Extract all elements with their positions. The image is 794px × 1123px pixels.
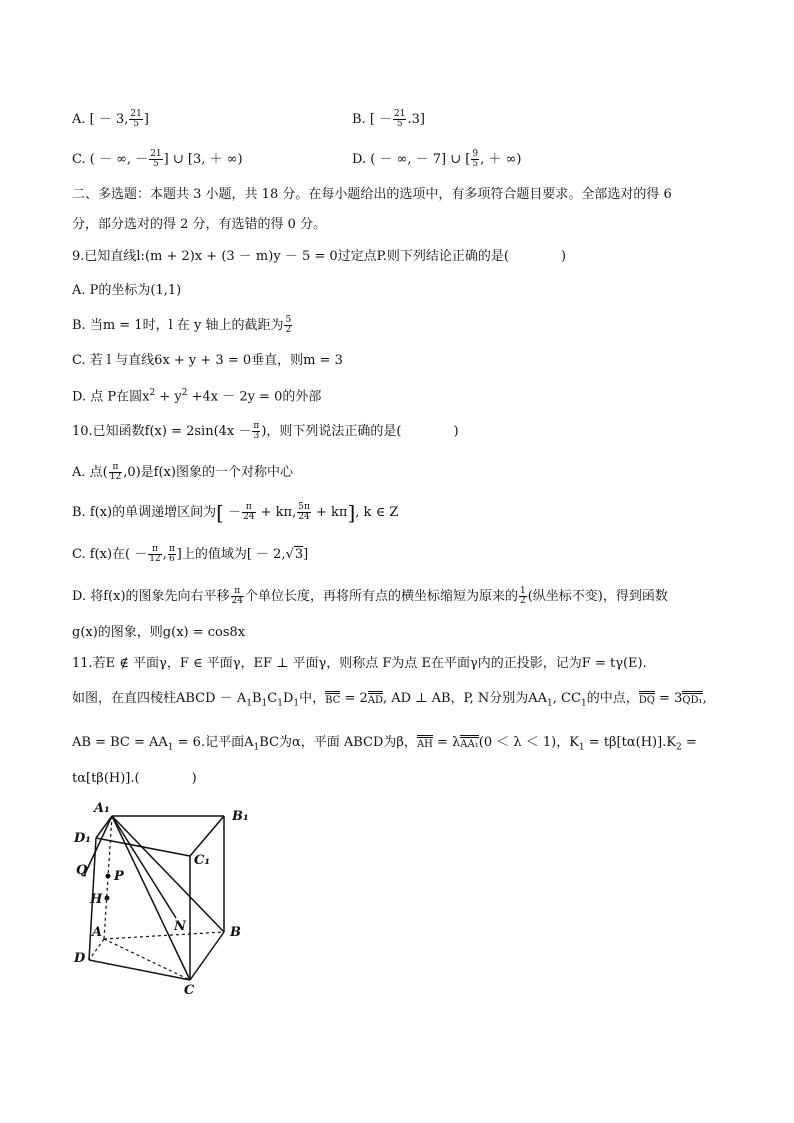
stem-text: = 6.记平面A [173, 735, 254, 750]
denominator: 24 [231, 596, 243, 606]
fraction [149, 150, 162, 169]
section-heading: 二、多选题：本题共 3 小题，共 18 分。在每小题给出的选项中，有多项符合题目要求。全部选对的得 6 [72, 187, 672, 202]
option-text: D. ( － ∞, － 7] ∪ [ [352, 152, 471, 167]
numerator: 1 [519, 586, 526, 596]
denominator: 6 [168, 554, 175, 564]
denominator: 24 [243, 512, 255, 522]
fraction [109, 463, 122, 482]
numerator: 5 [285, 315, 292, 325]
subscript: 1 [253, 742, 260, 753]
option-text: A. [ － 3, [72, 112, 129, 127]
option-text: ]上的值域为[ － 2, [176, 547, 286, 562]
option-text: 个单位长度，再将所有点的横坐标缩短为原来的 [244, 589, 518, 604]
bracket: ] [347, 500, 356, 525]
label-q: Q [76, 863, 88, 878]
stem-text: B [251, 691, 262, 706]
option-text: .3] [407, 112, 425, 127]
stem-text: 如图，在直四棱柱ABCD － A [72, 691, 247, 706]
numerator: 9 [472, 149, 479, 159]
stem-text: , [702, 691, 707, 706]
vector-dq: DQ [639, 691, 655, 706]
bracket: [ [216, 500, 224, 525]
option-text: C. ( － ∞, － [72, 152, 149, 167]
subscript: 1 [261, 698, 268, 709]
option-text: D. 点 P在圆x [72, 389, 150, 405]
option-text: (纵坐标不变)，得到函数 [527, 589, 668, 604]
numerator: 21 [130, 109, 142, 119]
fraction [231, 587, 244, 606]
fraction [393, 110, 406, 129]
option-9a: A. P的坐标为(1,1) [72, 283, 182, 298]
stem-text: , AD ⊥ AB，P, N分别为AA [383, 691, 548, 706]
option-text: ,0)是f(x)图象的一个对称中心 [123, 465, 293, 480]
edge-ad-hidden [89, 939, 104, 960]
fraction [471, 150, 479, 169]
question-9-stem: 9.已知直线l:(m + 2)x + (3 － m)y － 5 = 0过定点P.则下列结论正确的是( ) [72, 249, 567, 264]
label-d: D [74, 951, 86, 966]
denominator: 12 [109, 472, 122, 482]
option-9d [72, 384, 321, 406]
option-text: B. f(x)的单调递增区间为 [72, 505, 217, 520]
question-10-stem [72, 422, 459, 441]
stem-text: BC为α，平面 ABCD为β， [259, 735, 417, 750]
segment-a1q [84, 816, 112, 876]
option-text: B. [ － [352, 112, 393, 127]
numerator: π [109, 463, 122, 473]
denominator: 3 [253, 431, 260, 441]
section-heading-cont: 分，部分选对的得 2 分，有选错的得 0 分。 [72, 217, 327, 232]
edge-ac-hidden [104, 939, 190, 980]
label-p: P [114, 869, 124, 884]
option-text: D. 将f(x)的图象先向右平移 [72, 589, 230, 604]
stem-text: C [267, 691, 278, 706]
edge-ab-hidden [104, 932, 224, 939]
edge-cb [190, 932, 224, 980]
label-c: C [184, 983, 195, 998]
stem-text: (0 ＜ λ ＜ 1)，K [478, 735, 579, 750]
label-h: H [90, 892, 103, 907]
option-text: ] [143, 112, 149, 127]
denominator: 5 [153, 159, 159, 169]
question-11-line1: 11.若E ∉ 平面γ，F ∈ 平面γ，EF ⊥ 平面γ，则称点 F为点 E在平面γ内的正投影，记为F = tγ(E). [72, 656, 647, 671]
option-text: , k ∈ Z [355, 505, 399, 520]
option-text: － [223, 505, 242, 520]
edge-b1c1 [190, 816, 224, 856]
radical-sign: √ [285, 547, 294, 562]
fraction [148, 545, 161, 564]
label-n: N [174, 919, 186, 934]
segment-a1b [112, 816, 224, 932]
vector-ad: AD [368, 691, 383, 706]
denominator: 5 [133, 119, 139, 129]
option-10d-cont: g(x)的图象，则g(x) = cos8x [72, 625, 246, 640]
option-8b [352, 110, 425, 129]
subscript: 1 [547, 698, 553, 709]
label-d1: D₁ [74, 831, 91, 846]
denominator: 5 [396, 119, 403, 129]
option-8d [352, 150, 521, 169]
denominator: 12 [149, 554, 161, 564]
fraction [284, 316, 292, 335]
label-c1: C₁ [194, 853, 211, 868]
stem-text: AB = BC = AA [72, 735, 168, 750]
fraction [129, 110, 142, 129]
stem-text: = [681, 735, 697, 750]
superscript: 2 [181, 388, 188, 398]
option-text: C. f(x)在( － [72, 547, 148, 562]
subscript: 2 [676, 742, 682, 753]
question-11-line2 [72, 690, 707, 713]
superscript: 2 [149, 388, 156, 398]
question-11-line3 [72, 734, 697, 757]
subscript: 1 [246, 698, 252, 709]
stem-text: = tβ[tα(H)].K [584, 735, 677, 750]
numerator: 21 [150, 149, 162, 159]
segment-a1n [112, 816, 176, 918]
option-8a [72, 110, 149, 129]
label-a: A [92, 925, 103, 940]
option-10c [72, 545, 308, 564]
stem-text: )，则下列说法正确的是( ) [261, 424, 459, 439]
option-9b [72, 316, 293, 335]
fraction [252, 422, 260, 441]
subscript: 1 [580, 698, 587, 709]
denominator: 2 [285, 325, 292, 335]
option-text: + y [155, 389, 182, 405]
vector-aa1: AA₁ [460, 735, 478, 750]
fraction [168, 545, 176, 564]
numerator: π [253, 421, 260, 431]
numerator: π [168, 544, 175, 554]
option-8c [72, 150, 243, 169]
option-text: B. 当m = 1时，l 在 y 轴上的截距为 [72, 318, 284, 333]
option-9c: C. 若 l 与直线6x + y + 3 = 0垂直，则m = 3 [72, 353, 343, 368]
vector-bc: BC [325, 691, 340, 706]
fraction [519, 587, 527, 606]
fraction [242, 503, 255, 522]
stem-text: 10.已知函数f(x) = 2sin(4x － [72, 424, 252, 439]
stem-text: 的中点， [586, 691, 639, 706]
numerator: 5π [298, 502, 310, 512]
label-b: B [230, 925, 241, 940]
option-text: + kπ [311, 505, 348, 520]
edge-dc [89, 960, 190, 980]
numerator: π [148, 545, 161, 555]
label-b1: B₁ [232, 809, 249, 824]
numerator: π [242, 503, 255, 513]
option-10d [72, 587, 668, 606]
stem-text: D [282, 691, 294, 706]
stem-text: = 3 [654, 691, 683, 706]
option-text: ] ∪ [3, ＋ ∞) [163, 152, 243, 167]
subscript: 1 [277, 698, 283, 709]
prism-figure [72, 798, 262, 998]
radicand: 3 [294, 547, 304, 562]
denominator: 2 [519, 596, 526, 606]
subscript: 1 [578, 742, 585, 753]
segment-a1c [112, 816, 190, 980]
option-text: + kπ, [256, 505, 297, 520]
stem-text: = 2 [340, 691, 368, 706]
stem-text: , CC [552, 691, 581, 706]
fraction [297, 503, 311, 522]
vector-ah: AH [417, 735, 433, 750]
subscript: 1 [293, 698, 300, 709]
option-text: +4x － 2y = 0的外部 [187, 389, 322, 405]
option-10b [72, 500, 399, 525]
numerator: π [231, 587, 244, 597]
stem-text: = λ [432, 735, 461, 750]
numerator: 21 [394, 109, 406, 119]
option-text: , ＋ ∞) [480, 152, 522, 167]
stem-text: 中， [299, 691, 326, 706]
option-text: , [162, 547, 167, 562]
denominator: 5 [472, 159, 479, 169]
option-10a [72, 463, 293, 482]
option-text: ] [303, 547, 309, 562]
vector-qd1: QD₁ [682, 691, 702, 706]
subscript: 1 [167, 742, 174, 753]
point-p [106, 874, 111, 879]
denominator: 24 [298, 512, 310, 522]
question-11-line4: tα[tβ(H)].( ) [72, 771, 197, 786]
label-a1: A₁ [94, 801, 110, 816]
option-text: A. 点( [72, 465, 108, 480]
point-h [105, 896, 110, 901]
